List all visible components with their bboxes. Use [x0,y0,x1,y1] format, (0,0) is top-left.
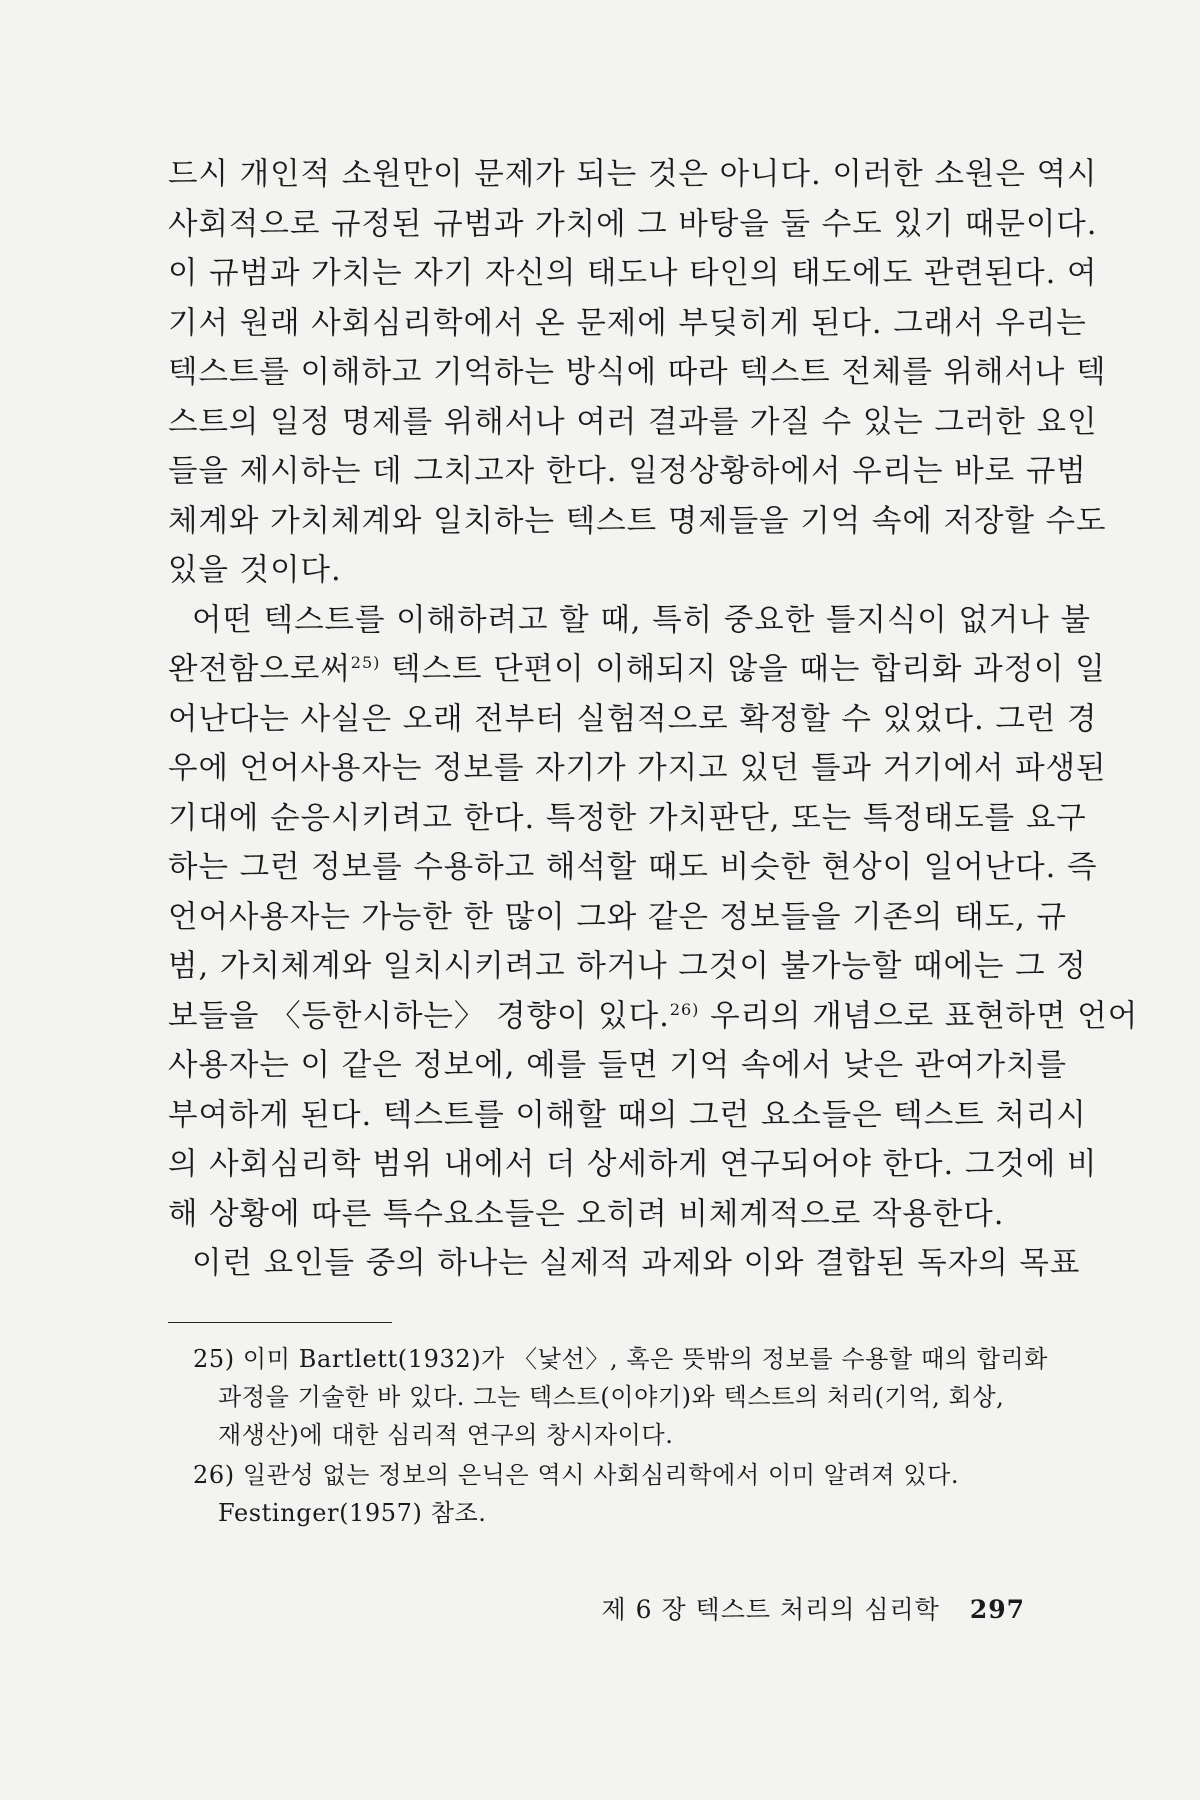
text-line: 이런 요인들 중의 하나는 실제적 과제와 이와 결합된 독자의 목표 [192,1246,1081,1281]
text-line: 스트의 일정 명제를 위해서나 여러 결과를 가질 수 있는 그러한 요인 [168,404,1098,440]
text-fragment: 우리의 개념으로 표현하면 언어 [699,998,1139,1034]
footnote-25 [193,1340,1049,1454]
footnote-line: 과정을 기술한 바 있다. 그는 텍스트(이야기)와 텍스트의 처리(기억, 회상, [218,1383,1005,1411]
footnote-26 [193,1456,1023,1532]
text-line: 하는 그런 정보를 수용하고 해석할 때도 비슷한 현상이 일어난다. 즉 [168,850,1098,885]
running-footer-chapter: 제 6 장 텍스트 처리의 심리학 [601,1595,940,1624]
text-line: 어난다는 사실은 오래 전부터 실험적으로 확정할 수 있었다. 그런 경 [168,701,1098,737]
text-line: 기대에 순응시키려고 한다. 특정한 가치판단, 또는 특정태도를 요구 [168,800,1087,836]
text-line: 부여하게 된다. 텍스트를 이해할 때의 그런 요소들은 텍스트 처리시 [168,1097,1087,1133]
footnote-line: 재생산)에 대한 심리적 연구의 창시자이다. [218,1421,674,1449]
page-number: 297 [969,1595,1025,1624]
text-line: 사회적으로 규정된 규범과 가치에 그 바탕을 둘 수도 있기 때문이다. [168,206,1098,242]
text-fragment: 완전함으로써 [168,652,351,687]
text-line: 사용자는 이 같은 정보에, 예를 들면 기억 속에서 낮은 관여가치를 [168,1048,1067,1083]
text-fragment: 텍스트 단편이 이해되지 않을 때는 합리화 과정이 일 [380,652,1106,687]
footnote-ref-26[interactable]: 26) [669,999,700,1019]
text-line: 의 사회심리학 범위 내에서 더 상세하게 연구되어야 한다. 그것에 비 [168,1147,1098,1182]
text-line: 해 상황에 따른 특수요소들은 오히려 비체계적으로 작용한다. [168,1196,1005,1232]
text-line: 이 규범과 가치는 자기 자신의 태도나 타인의 태도에도 관련된다. 여 [168,256,1098,291]
footnote-divider [168,1322,392,1323]
footnotes [193,1340,1049,1534]
text-fragment: 보들을 〈등한시하는〉 경향이 있다. [168,998,670,1034]
text-line: 체계와 가치체계와 일치하는 텍스트 명제들을 기억 속에 저장할 수도 [168,503,1107,539]
text-line: 우에 언어사용자는 정보를 자기가 가지고 있던 틀과 거기에서 파생된 [168,751,1107,786]
text-line: 언어사용자는 가능한 한 많이 그와 같은 정보들을 기존의 태도, 규 [168,899,1067,935]
paragraph-2 [168,596,1139,1240]
footnote-line: 25) 이미 Bartlett(1932)가 〈낯선〉, 혹은 뜻밖의 정보를 수용할 때의 합리화 [193,1345,1049,1373]
text-line: 들을 제시하는 데 그치고자 한다. 일정상황하에서 우리는 바로 규범 [168,454,1087,489]
text-line: 어떤 텍스트를 이해하려고 할 때, 특히 중요한 틀지식이 없거나 불 [192,602,1091,638]
footnote-ref-25[interactable]: 25) [350,652,381,672]
text-line [168,992,1139,1042]
text-line: 있을 것이다. [168,553,342,588]
paragraph-1 [168,150,1107,596]
text-line [168,645,1106,695]
text-line: 드시 개인적 소원만이 문제가 되는 것은 아니다. 이러한 소원은 역시 [168,157,1098,192]
text-line: 텍스트를 이해하고 기억하는 방식에 따라 텍스트 전체를 위해서나 텍 [168,355,1107,390]
footnote-line: Festinger(1957) 참조. [218,1499,487,1527]
text-line: 기서 원래 사회심리학에서 온 문제에 부딪히게 된다. 그래서 우리는 [168,305,1087,341]
body-text [168,150,1139,1289]
footnote-line: 26) 일관성 없는 정보의 은닉은 역시 사회심리학에서 이미 알려져 있다. [193,1461,960,1489]
text-line: 범, 가치체계와 일치시키려고 하거나 그것이 불가능할 때에는 그 정 [168,949,1087,984]
page-footer [600,1590,1025,1626]
paragraph-3 [168,1239,1081,1289]
